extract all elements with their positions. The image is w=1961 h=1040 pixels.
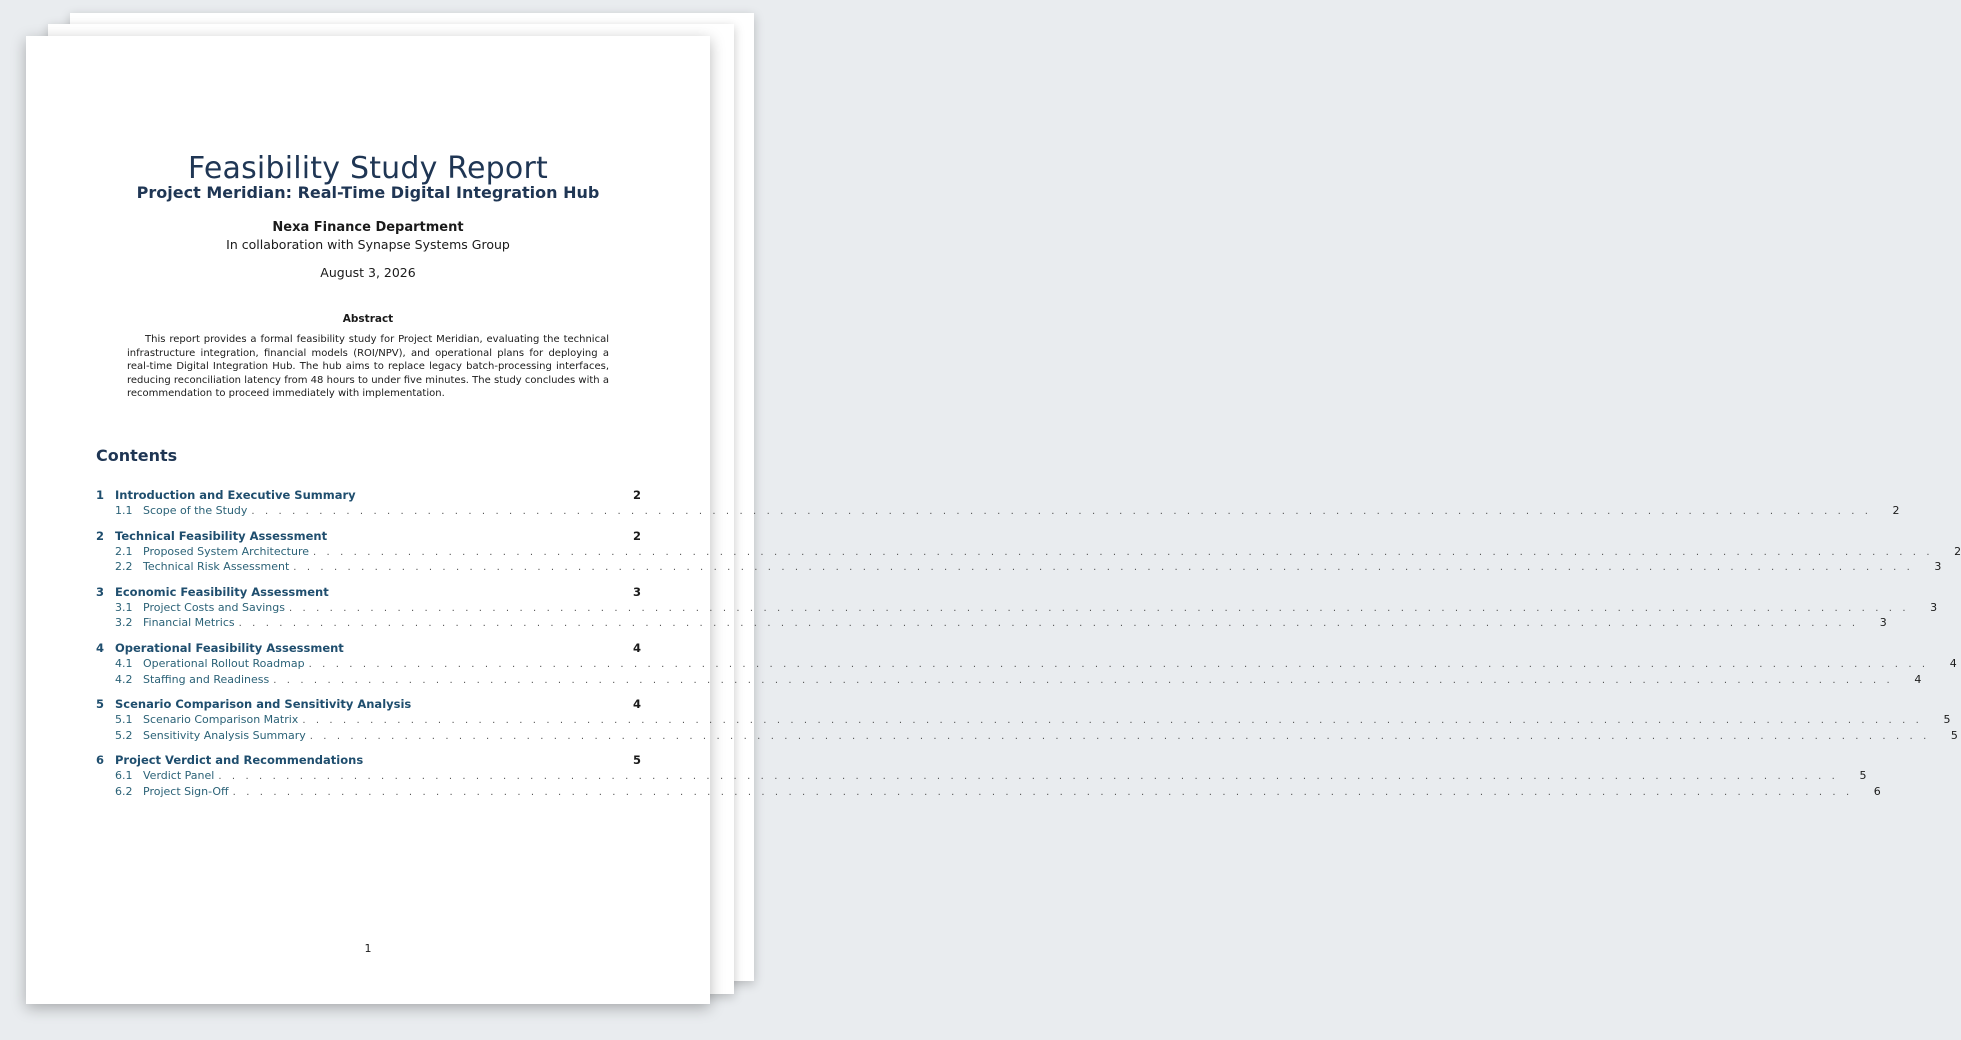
toc-section-entry[interactable] <box>96 696 641 712</box>
toc-subsection-entry[interactable] <box>96 559 1942 575</box>
toc-subsection-entry[interactable] <box>96 503 1900 519</box>
table-of-contents <box>96 487 1961 809</box>
toc-subsection-page: 6 <box>1873 784 1881 798</box>
document-subtitle: Project Meridian: Real-Time Digital Integration Hub <box>136 183 600 202</box>
toc-section-entry[interactable] <box>96 528 641 544</box>
dot-leader: . . . . . . . . . . . . . . . . . . . . . . . . . . . . . . . . . . . . . . . . . . . . . . . . . . . . . . . . . . . . . . . . . . . . . . . . . . . . . . . . . . . . . . . . . . . . . . . . . . . . . . . . . . . . . . . . . . . . . . . . <box>309 730 1930 742</box>
toc-subsection-title[interactable]: Project Costs and Savings <box>143 600 285 614</box>
toc-section-title[interactable]: Introduction and Executive Summary <box>115 488 356 502</box>
dot-leader: . . . . . . . . . . . . . . . . . . . . . . . . . . . . . . . . . . . . . . . . . . . . . . . . . . . . . . . . . . . . . . . . . . . . . . . . . . . . . . . . . . . . . . . . . . . . . . . . . . . . . . . . . . . . . . . . . . . . . . . . <box>308 658 1929 670</box>
toc-subsection-number: 5.1 <box>115 713 133 727</box>
toc-subsection-page: 4 <box>1949 656 1957 670</box>
dot-leader: . . . . . . . . . . . . . . . . . . . . . . . . . . . . . . . . . . . . . . . . . . . . . . . . . . . . . . . . . . . . . . . . . . . . . . . . . . . . . . . . . . . . . . . . . . . . . . . . . . . . . . . . . . . . . . . . . . . . . . . . <box>302 715 1923 727</box>
dot-leader: . . . . . . . . . . . . . . . . . . . . . . . . . . . . . . . . . . . . . . . . . . . . . . . . . . . . . . . . . . . . . . . . . . . . . . . . . . . . . . . . . . . . . . . . . . . . . . . . . . . . . . . . . . . . . . . . . . . . . . . . <box>273 674 1894 686</box>
toc-subsection-page: 2 <box>1954 544 1961 558</box>
toc-section-page: 4 <box>632 697 641 712</box>
dot-leader: . . . . . . . . . . . . . . . . . . . . . . . . . . . . . . . . . . . . . . . . . . . . . . . . . . . . . . . . . . . . . . . . . . . . . . . . . . . . . . . . . . . . . . . . . . . . . . . . . . . . . . . . . . . . . . . . . . . . . . . . <box>251 506 1872 517</box>
toc-subsection-number: 4.2 <box>115 672 133 686</box>
toc-section-number: 6 <box>96 753 105 768</box>
toc-subsection-title[interactable]: Staffing and Readiness <box>143 672 270 686</box>
toc-subsection-number: 6.1 <box>115 769 133 783</box>
author: Nexa Finance Department <box>272 220 464 235</box>
toc-subsection-title[interactable]: Scenario Comparison Matrix <box>143 713 299 727</box>
toc-subsection-number: 3.2 <box>115 616 133 630</box>
toc-subsection-entry[interactable] <box>96 712 1951 728</box>
toc-subsection-entry[interactable] <box>96 784 1881 800</box>
toc-subsection-page: 5 <box>1943 713 1951 727</box>
toc-subsection-number: 2.1 <box>115 544 133 558</box>
contents-heading: Contents <box>96 446 178 465</box>
toc-section-page: 2 <box>632 488 641 502</box>
dot-leader: . . . . . . . . . . . . . . . . . . . . . . . . . . . . . . . . . . . . . . . . . . . . . . . . . . . . . . . . . . . . . . . . . . . . . . . . . . . . . . . . . . . . . . . . . . . . . . . . . . . . . . . . . . . . . . . . . . . . . . . . <box>293 562 1914 574</box>
toc-section-number: 2 <box>96 528 105 543</box>
toc-subsection-title[interactable]: Scope of the Study <box>143 504 248 517</box>
toc-subsection-number: 3.1 <box>115 600 133 614</box>
toc-subsection-number: 6.2 <box>115 784 133 798</box>
toc-section-page: 2 <box>632 528 641 543</box>
toc-section-entry[interactable] <box>96 584 641 600</box>
toc-subsection-entry[interactable] <box>96 728 1958 744</box>
toc-section <box>96 696 1958 743</box>
toc-section-title[interactable]: Operational Feasibility Assessment <box>115 640 344 655</box>
toc-subsection-title[interactable]: Operational Rollout Roadmap <box>143 656 305 670</box>
toc-section-page: 5 <box>632 753 641 768</box>
toc-subsection-page: 3 <box>1879 616 1887 630</box>
abstract-heading: Abstract <box>342 313 394 325</box>
toc-subsection-page: 5 <box>1859 769 1867 783</box>
toc-subsection-title[interactable]: Technical Risk Assessment <box>143 560 290 574</box>
document-title: Feasibility Study Report <box>188 151 548 186</box>
toc-subsection-title[interactable]: Sensitivity Analysis Summary <box>143 728 306 742</box>
toc-subsection-entry[interactable] <box>96 672 1922 688</box>
toc-section-entry[interactable] <box>96 752 641 768</box>
toc-subsection-number: 5.2 <box>115 728 133 742</box>
dot-leader: . . . . . . . . . . . . . . . . . . . . . . . . . . . . . . . . . . . . . . . . . . . . . . . . . . . . . . . . . . . . . . . . . . . . . . . . . . . . . . . . . . . . . . . . . . . . . . . . . . . . . . . . . . . . . . . . . . . . . . . . <box>218 771 1839 783</box>
toc-subsection-number: 2.2 <box>115 560 133 574</box>
toc-section-number: 5 <box>96 697 105 712</box>
collaboration-note: In collaboration with Synapse Systems Group <box>226 237 510 252</box>
toc-subsection-entry[interactable] <box>96 615 1887 631</box>
toc-subsection-page: 3 <box>1934 560 1942 574</box>
toc-subsection-entry[interactable] <box>96 544 1961 560</box>
abstract-text: This report provides a formal feasibility study for Project Meridian, evaluating the technical infrastructure integration, financial models (ROI/NPV), and operational plans for deploying a real-time Digital Integration Hub. The hub aims to replace legacy batch-processing interfaces, reducing reconciliation latency from 48 hours to under five minutes. The study concludes with a recommendation to proceed immediately with implementation. <box>127 334 609 400</box>
toc-subsection-page: 5 <box>1950 728 1958 742</box>
toc-section-number: 1 <box>96 488 105 502</box>
toc-section <box>96 528 1961 575</box>
toc-subsection-entry[interactable] <box>96 768 1867 784</box>
toc-section-entry[interactable] <box>96 640 641 656</box>
toc-subsection-page: 4 <box>1914 672 1922 686</box>
toc-section-entry[interactable] <box>96 487 641 503</box>
toc-subsection-page: 2 <box>1892 504 1900 517</box>
toc-section-page: 3 <box>632 584 641 599</box>
front-page <box>26 36 1961 1004</box>
toc-section-title[interactable]: Project Verdict and Recommendations <box>115 753 364 768</box>
toc-subsection-entry[interactable] <box>96 600 1938 616</box>
toc-subsection-number: 4.1 <box>115 656 133 670</box>
toc-section <box>96 640 1957 687</box>
dot-leader: . . . . . . . . . . . . . . . . . . . . . . . . . . . . . . . . . . . . . . . . . . . . . . . . . . . . . . . . . . . . . . . . . . . . . . . . . . . . . . . . . . . . . . . . . . . . . . . . . . . . . . . . . . . . . . . . . . . . . . . . <box>313 546 1934 558</box>
toc-subsection-page: 3 <box>1930 600 1938 614</box>
toc-section <box>96 487 1900 519</box>
document-date: August 3, 2026 <box>320 265 416 280</box>
toc-section <box>96 752 1881 799</box>
toc-subsection-number: 1.1 <box>115 504 133 517</box>
toc-subsection-title[interactable]: Verdict Panel <box>143 769 215 783</box>
toc-section <box>96 584 1938 631</box>
toc-section-title[interactable]: Technical Feasibility Assessment <box>115 528 328 543</box>
toc-section-page: 4 <box>632 640 641 655</box>
dot-leader: . . . . . . . . . . . . . . . . . . . . . . . . . . . . . . . . . . . . . . . . . . . . . . . . . . . . . . . . . . . . . . . . . . . . . . . . . . . . . . . . . . . . . . . . . . . . . . . . . . . . . . . . . . . . . . . . . . . . . . . . <box>232 786 1853 798</box>
toc-subsection-title[interactable]: Proposed System Architecture <box>143 544 309 558</box>
toc-section-number: 4 <box>96 640 105 655</box>
toc-section-title[interactable]: Economic Feasibility Assessment <box>115 584 329 599</box>
toc-section-number: 3 <box>96 584 105 599</box>
dot-leader: . . . . . . . . . . . . . . . . . . . . . . . . . . . . . . . . . . . . . . . . . . . . . . . . . . . . . . . . . . . . . . . . . . . . . . . . . . . . . . . . . . . . . . . . . . . . . . . . . . . . . . . . . . . . . . . . . . . . . . . . <box>238 618 1859 630</box>
toc-section-title[interactable]: Scenario Comparison and Sensitivity Analysis <box>115 697 412 712</box>
toc-subsection-title[interactable]: Project Sign-Off <box>143 784 229 798</box>
dot-leader: . . . . . . . . . . . . . . . . . . . . . . . . . . . . . . . . . . . . . . . . . . . . . . . . . . . . . . . . . . . . . . . . . . . . . . . . . . . . . . . . . . . . . . . . . . . . . . . . . . . . . . . . . . . . . . . . . . . . . . . . <box>288 602 1910 614</box>
toc-subsection-title[interactable]: Financial Metrics <box>143 616 235 630</box>
page-number: 1 <box>364 942 372 955</box>
toc-subsection-entry[interactable] <box>96 656 1957 672</box>
